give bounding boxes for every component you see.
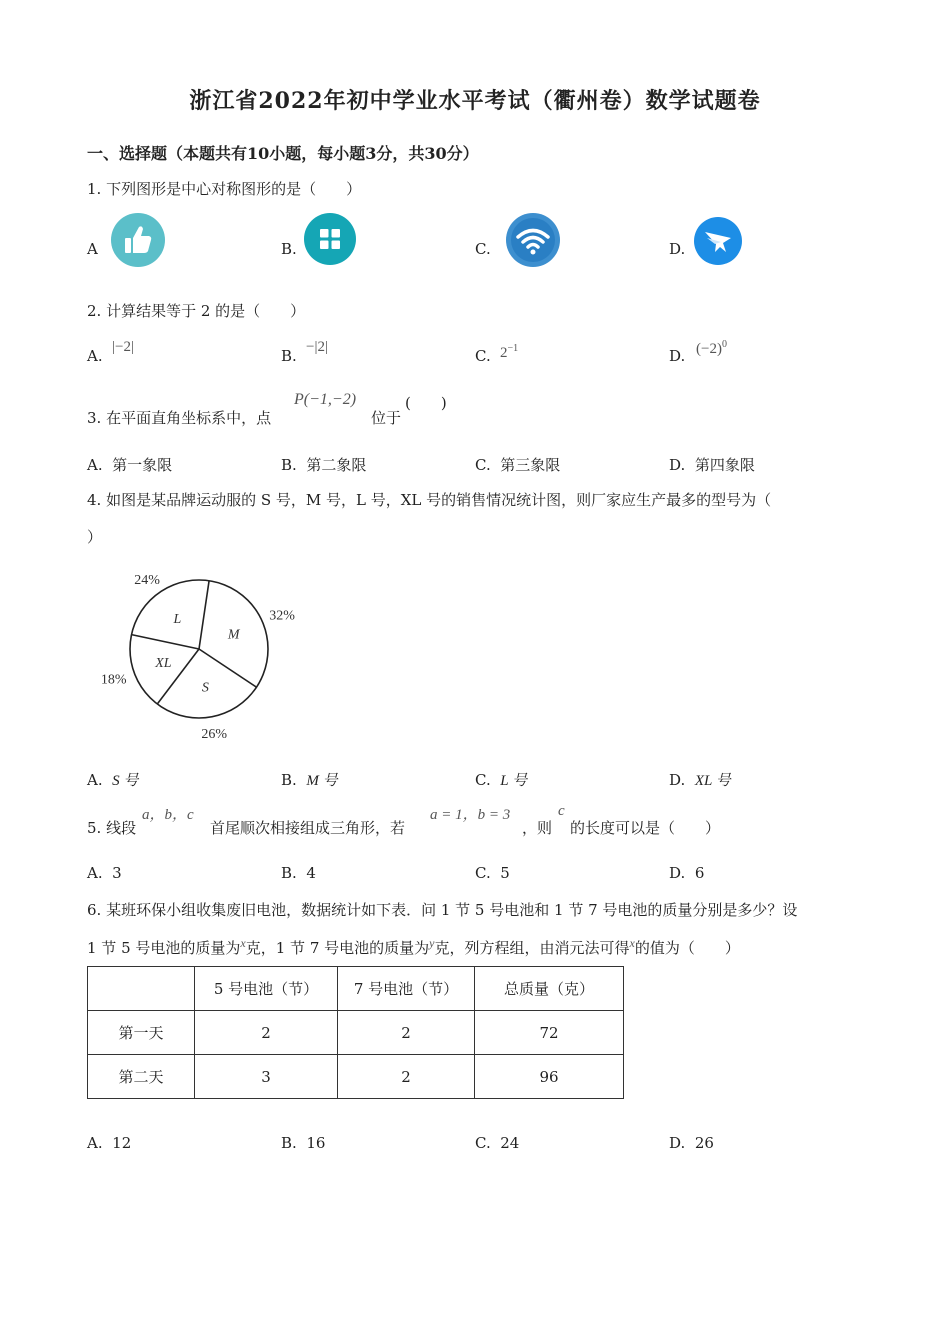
q5-vars: a，b，c bbox=[142, 807, 194, 823]
wifi-icon bbox=[505, 212, 561, 268]
pie-chart bbox=[80, 555, 320, 750]
table-cell: 96 bbox=[475, 1055, 624, 1099]
q4-option-a: A. S 号 bbox=[87, 771, 139, 789]
table-cell: 第一天 bbox=[88, 1011, 195, 1055]
q5-var-c: c bbox=[558, 803, 565, 819]
table-cell: 72 bbox=[475, 1011, 624, 1055]
q5-option-a: A. 3 bbox=[87, 864, 122, 882]
table-cell: 2 bbox=[338, 1055, 475, 1099]
q5-option-c: C. 5 bbox=[475, 864, 510, 882]
q3-option-a: A. 第一象限 bbox=[87, 456, 173, 474]
thumbs-up-icon bbox=[110, 212, 166, 268]
q5-mid: 首尾顺次相接组成三角形，若 bbox=[210, 819, 406, 837]
table-header-cell: 总质量（克） bbox=[475, 967, 624, 1011]
table-header-cell: 5 号电池（节） bbox=[195, 967, 338, 1011]
q3-option-d: D. 第四象限 bbox=[669, 456, 755, 474]
pie-slice-boundary bbox=[199, 581, 209, 649]
q2-c-exponent: −1 bbox=[507, 343, 519, 354]
q2-option-c-expr bbox=[500, 343, 518, 362]
q2-d-exponent: 0 bbox=[721, 339, 727, 350]
question-1-stem: 1. 下列图形是中心对称图形的是（ ） bbox=[87, 180, 362, 198]
q5-option-b: B. 4 bbox=[281, 864, 316, 882]
q2-option-b-label: B. bbox=[281, 347, 297, 365]
q3-option-c: C. 第三象限 bbox=[475, 456, 561, 474]
q1-option-a-image bbox=[110, 212, 166, 272]
section-heading: 一、选择题（本题共有10小题，每小题3分，共30分） bbox=[87, 144, 479, 163]
q5-end: 的长度可以是（ ） bbox=[570, 819, 721, 837]
q1-option-c-label: C. bbox=[475, 240, 491, 258]
q6-option-d: D. 26 bbox=[669, 1134, 714, 1152]
q1-option-d-label: D. bbox=[669, 240, 686, 258]
pie-value-label: 26% bbox=[201, 726, 228, 742]
pie-value-label: 32% bbox=[269, 608, 295, 624]
q1-option-d-image bbox=[693, 216, 743, 270]
q2-option-a-expr: |−2| bbox=[112, 339, 134, 355]
q2-c-base: 2 bbox=[500, 345, 508, 361]
q5-condition: a = 1，b = 3 bbox=[430, 807, 511, 823]
pie-slice-label: M bbox=[227, 627, 240, 643]
table-cell: 第二天 bbox=[88, 1055, 195, 1099]
q3-paren: ( ) bbox=[405, 394, 447, 412]
q1-option-c-image bbox=[505, 212, 561, 272]
question-6-line2: 1 节 5 号电池的质量为$^x$克，1 节 7 号电池的质量为$^y$克，列方程组，由消元法可得$^x$的值为（ ） bbox=[87, 936, 740, 957]
table-header-cell bbox=[88, 967, 195, 1011]
paper-plane-icon bbox=[693, 216, 743, 266]
q4-option-b: B. M 号 bbox=[281, 771, 338, 789]
q2-option-b-expr: −|2| bbox=[306, 339, 328, 355]
pie-value-label: 18% bbox=[100, 672, 127, 688]
table-header-row bbox=[88, 967, 624, 1011]
table-cell: 2 bbox=[338, 1011, 475, 1055]
pie-value-label: 24% bbox=[134, 573, 160, 589]
q6-option-b: B. 16 bbox=[281, 1134, 326, 1152]
table-cell: 2 bbox=[195, 1011, 338, 1055]
pie-slice-label: XL bbox=[155, 656, 172, 672]
table-row bbox=[88, 1011, 624, 1055]
table-header-cell: 7 号电池（节） bbox=[338, 967, 475, 1011]
q4-option-c: C. L 号 bbox=[475, 771, 528, 789]
question-4-stem-line2: ） bbox=[87, 528, 103, 546]
pie-slice-label: S bbox=[201, 680, 209, 696]
q6-option-a: A. 12 bbox=[87, 1134, 132, 1152]
question-6-line1: 6. 某班环保小组收集废旧电池，数据统计如下表．问 1 节 5 号电池和 1 节 7 号电池的质量分别是多少？设 bbox=[87, 901, 798, 919]
question-3-prefix: 3. 在平面直角坐标系中，点 bbox=[87, 409, 272, 427]
table-row bbox=[88, 1055, 624, 1099]
q2-option-d-label: D. bbox=[669, 347, 686, 365]
q4-option-d: D. XL 号 bbox=[669, 771, 731, 789]
pie-slice-boundary bbox=[132, 635, 199, 649]
q1-option-b-label: B. bbox=[281, 240, 297, 258]
q5-after: ，则 bbox=[522, 819, 553, 837]
q2-option-c-label: C. bbox=[475, 347, 491, 365]
q2-option-a-label: A. bbox=[87, 347, 103, 365]
question-2-stem: 2. 计算结果等于 2 的是（ ） bbox=[87, 302, 306, 320]
q1-option-b-image bbox=[303, 212, 357, 270]
question-5-num: 5. 线段 bbox=[87, 819, 137, 837]
grid-icon bbox=[303, 212, 357, 266]
q3-option-b: B. 第二象限 bbox=[281, 456, 367, 474]
q3-suffix: 位于 bbox=[371, 409, 402, 427]
q1-option-a-label: A bbox=[87, 240, 98, 258]
table-cell: 3 bbox=[195, 1055, 338, 1099]
question-4-stem-line1: 4. 如图是某品牌运动服的 S 号，M 号，L 号，XL 号的销售情况统计图，则厂家应生产最多的型号为（ bbox=[87, 491, 772, 509]
pie-slice-label: L bbox=[173, 611, 182, 627]
q2-option-d-expr bbox=[696, 339, 727, 358]
battery-table bbox=[87, 966, 624, 1099]
q2-d-base: (−2) bbox=[696, 341, 722, 357]
q5-option-d: D. 6 bbox=[669, 864, 705, 882]
page-title: 浙江省2022年初中学业水平考试（衢州卷）数学试题卷 bbox=[189, 88, 761, 114]
q6-option-c: C. 24 bbox=[475, 1134, 520, 1152]
q3-point: P(−1,−2) bbox=[294, 391, 357, 408]
